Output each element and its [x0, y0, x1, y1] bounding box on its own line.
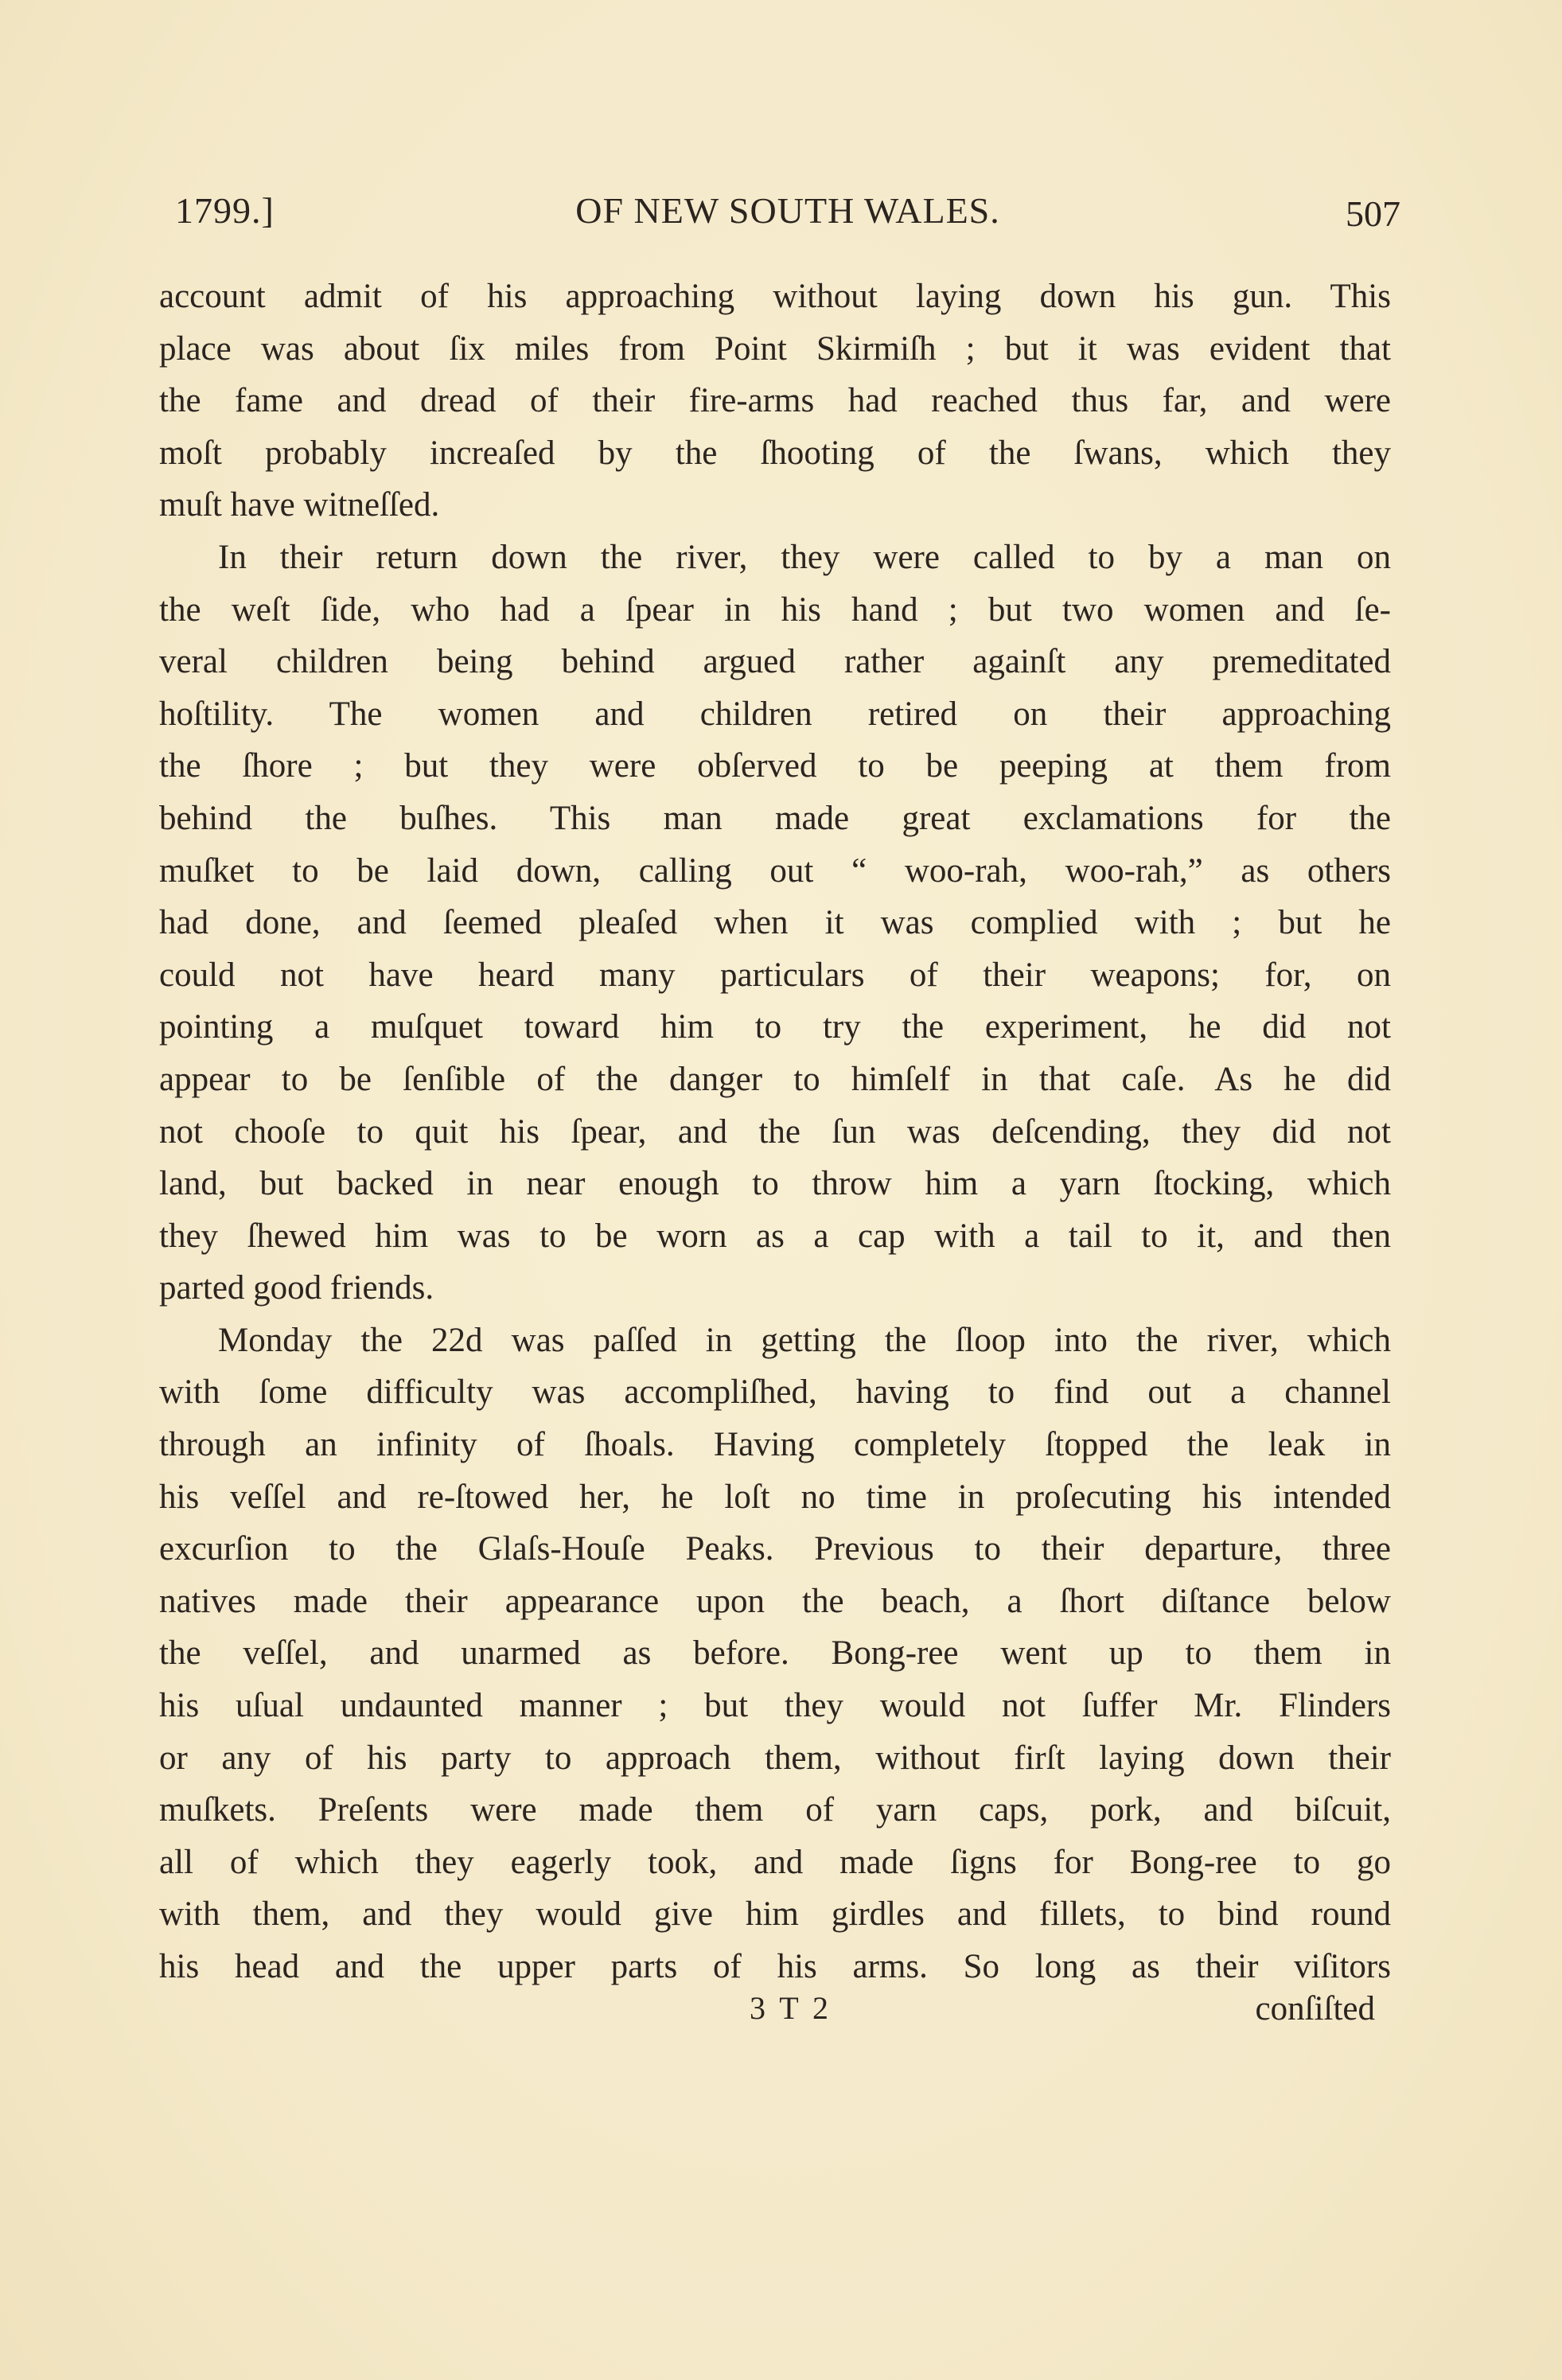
text-line: muſket to be laid down, calling out “ woo-rah, woo-rah,” as others [159, 851, 1391, 890]
text-line: muſt have witneſſed. [159, 486, 440, 524]
text-line: with them, and they would give him girdles and fillets, to bind round [159, 1895, 1391, 1934]
catchword: conſiſted [1255, 1990, 1375, 2027]
body-text [159, 271, 1391, 1993]
text-line: the fame and dread of their fire-arms had reached thus far, and were [159, 382, 1391, 420]
header-title: OF NEW SOUTH WALES. [575, 190, 1000, 231]
text-line: pointing a muſquet toward him to try the experiment, he did not [159, 1008, 1391, 1046]
text-line: not chooſe to quit his ſpear, and the ſun was deſcending, they did not [159, 1112, 1391, 1151]
text-line: behind the buſhes. This man made great exclamations for the [159, 799, 1391, 837]
text-line: his head and the upper parts of his arms. So long as their viſitors [159, 1948, 1391, 1985]
text-line: excurſion to the Glaſs-Houſe Peaks. Previous to their departure, three [159, 1530, 1391, 1568]
page-footer [159, 1989, 1391, 2037]
page-number: 507 [1346, 193, 1400, 234]
text-line: In their return down the river, they were called to by a man on [218, 538, 1391, 576]
text-line: with ſome difficulty was accompliſhed, having to find out a channel [159, 1373, 1391, 1412]
text-line: could not have heard many particulars of their weapons; for, on [159, 956, 1391, 994]
text-line: had done, and ſeemed pleaſed when it was complied with ; but he [159, 904, 1391, 942]
text-line: the weſt ſide, who had a ſpear in his hand ; but two women and ſe- [159, 590, 1391, 629]
running-header [175, 189, 1400, 245]
text-line: all of which they eagerly took, and made ſigns for Bong-ree to go [159, 1843, 1391, 1881]
text-line: place was about ſix miles from Point Skirmiſh ; but it was evident that [159, 329, 1391, 368]
text-line: parted good friends. [159, 1269, 434, 1307]
text-line: or any of his party to approach them, without firſt laying down their [159, 1739, 1391, 1777]
header-year: 1799.] [175, 190, 275, 231]
text-line: natives made their appearance upon the beach, a ſhort diſtance below [159, 1582, 1391, 1620]
text-line: they ſhewed him was to be worn as a cap with a tail to it, and then [159, 1217, 1391, 1255]
text-line: moſt probably increaſed by the ſhooting of the ſwans, which they [159, 434, 1391, 472]
signature-mark: 3 T 2 [750, 1990, 832, 2026]
text-line: the ſhore ; but they were obſerved to be peeping at them from [159, 747, 1391, 785]
text-line: through an infinity of ſhoals. Having completely ſtopped the leak in [159, 1426, 1391, 1464]
text-line: appear to be ſenſible of the danger to himſelf in that caſe. As he did [159, 1060, 1391, 1098]
text-line: land, but backed in near enough to throw him a yarn ſtocking, which [159, 1165, 1391, 1203]
text-line: Monday the 22d was paſſed in getting the ſloop into the river, which [218, 1321, 1391, 1359]
text-line: veral children being behind argued rather againſt any premeditated [159, 643, 1391, 681]
text-line: hoſtility. The women and children retired on their approaching [159, 695, 1391, 733]
text-line: muſkets. Preſents were made them of yarn caps, pork, and biſcuit, [159, 1791, 1391, 1829]
text-line: his uſual undaunted manner ; but they would not ſuffer Mr. Flinders [159, 1687, 1391, 1725]
text-line: his veſſel and re-ſtowed her, he loſt no time in proſecuting his intended [159, 1478, 1391, 1516]
text-line: account admit of his approaching without laying down his gun. This [159, 278, 1391, 315]
text-line: the veſſel, and unarmed as before. Bong-ree went up to them in [159, 1634, 1391, 1673]
